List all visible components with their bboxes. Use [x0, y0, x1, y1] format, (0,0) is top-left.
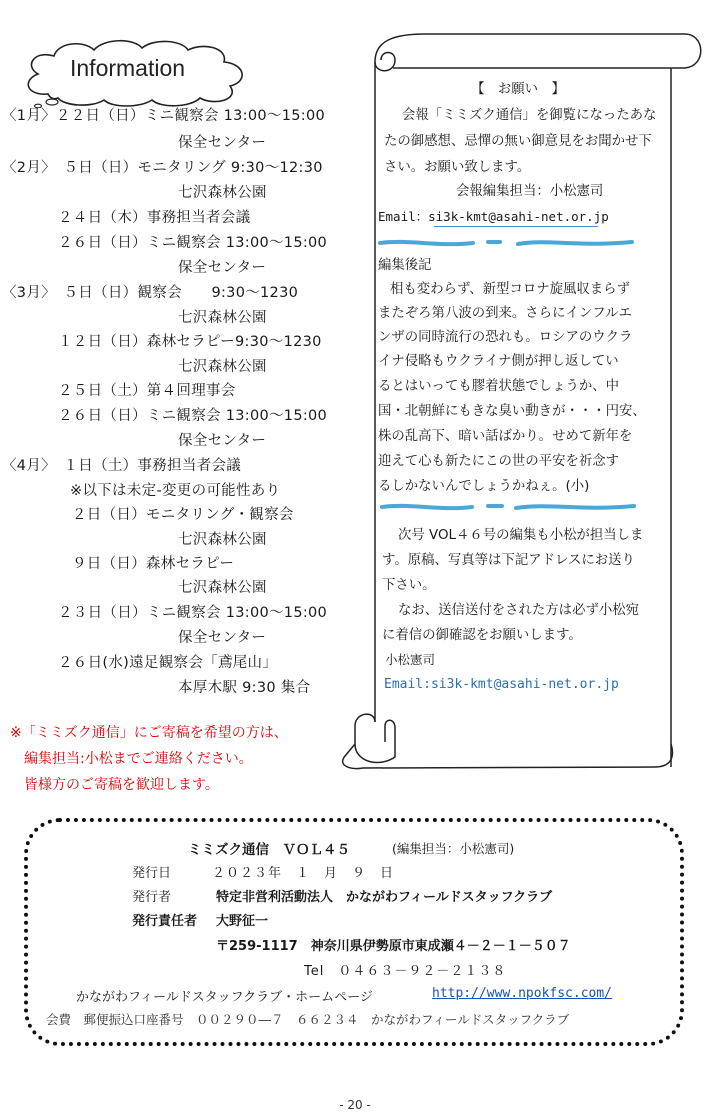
- postscript-line: 国・北朝鮮にもきな臭い動きが・・・円安、: [378, 404, 646, 419]
- schedule-line: ２６日（日）ミニ観察会 13:00～15:00: [58, 408, 328, 424]
- next-issue-line: に着信の御確認をお願いします。: [382, 628, 582, 643]
- schedule-line: 七沢森林公園: [178, 580, 267, 596]
- schedule-line: 〈1月〉２２日（日）ミニ観察会 13:00～15:00: [2, 108, 326, 124]
- schedule-line: ２日（日）モニタリング・観察会: [72, 507, 294, 523]
- schedule-line: 七沢森林公園: [178, 359, 267, 375]
- schedule-line: ２３日（日）ミニ観察会 13:00～15:00: [58, 605, 328, 621]
- membership-fee-account: 会費 郵便振込口座番号 ００２９０―７ ６６２３４ かながわフィールドスタッフクラブ: [46, 1012, 570, 1027]
- schedule-line: 七沢森林公園: [178, 185, 267, 201]
- issue-date-label: 発行日: [132, 866, 172, 881]
- next-issue-line: す。原稿、写真等は下記アドレスにお送り: [382, 553, 635, 568]
- postscript-line: るとはいっても膠着状態でしょうか、中: [378, 379, 620, 394]
- next-issue-line: なお、送信送付をされた方は必ず小松宛: [398, 603, 640, 618]
- homepage-label: かながわフィールドスタッフクラブ・ホームページ: [76, 990, 373, 1005]
- schedule-line: ２４日（木）事務担当者会議: [58, 210, 251, 226]
- information-title: Information: [70, 55, 186, 81]
- schedule-line: ２５日（土）第４回理事会: [58, 383, 236, 399]
- publisher-value: 特定非営利活動法人 かながわフィールドスタッフクラブ: [216, 890, 553, 905]
- contribution-note-line: 皆様方のご寄稿を歓迎します。: [24, 777, 219, 793]
- request-line: たの御感想、忌憚の無い御意見をお聞かせ下: [384, 134, 652, 149]
- responsible-value: 大野征一: [216, 914, 269, 929]
- next-issue-line: 次号 VOL４６号の編集も小松が担当しま: [398, 528, 644, 543]
- scribble-divider: [380, 500, 636, 514]
- request-heading: 【 お願い 】: [471, 82, 565, 97]
- schedule-line: 保全センター: [178, 433, 267, 449]
- next-issue-signature: 小松憲司: [385, 652, 436, 667]
- postscript-line: またぞろ第八波の到来。さらにインフルエ: [378, 306, 632, 321]
- schedule-line: 保全センター: [178, 260, 267, 276]
- postscript-heading: 編集後記: [378, 258, 432, 273]
- schedule-line: 〈4月〉 １日（土）事務担当者会議: [2, 458, 242, 474]
- contribution-note-line: 編集担当:小松までご連絡ください。: [24, 751, 253, 767]
- schedule-line: 本厚木駅 9:30 集合: [178, 680, 311, 696]
- schedule-line: 七沢森林公園: [178, 532, 267, 548]
- request-line: 会報「ミミズク通信」を御覧になったあな: [402, 108, 657, 123]
- postscript-line: 迎えて心も新たにこの世の平安を祈念す: [378, 454, 620, 469]
- contact-email[interactable]: Email:si3k-kmt@asahi-net.or.jp: [384, 677, 619, 692]
- schedule-line: 〈3月〉 ５日（日）観察会 9:30～1230: [2, 285, 299, 301]
- homepage-link[interactable]: http://www.npokfsc.com/: [432, 986, 613, 1001]
- scribble-divider: [378, 236, 634, 250]
- postscript-line: ンザの同時流行の恐れも。ロシアのウクラ: [378, 330, 633, 345]
- schedule-line: 保全センター: [178, 135, 267, 151]
- page-number: - 20 -: [339, 1098, 371, 1112]
- publication-editor: (編集担当：小松憲司): [392, 841, 515, 856]
- postscript-line: イナ侵略もウクライナ側が押し返してい: [378, 354, 619, 369]
- next-issue-line: 下さい。: [382, 578, 436, 593]
- issue-date-value: ２０２３年 １ 月 ９ 日: [212, 866, 395, 881]
- schedule-line: ２６日（日）ミニ観察会 13:00～15:00: [58, 235, 328, 251]
- publisher-label: 発行者: [132, 890, 172, 905]
- telephone: Tel ０４６３－９２－２１３８: [304, 964, 507, 979]
- request-line: さい。お願い致します。: [384, 160, 531, 175]
- schedule-line: 保全センター: [178, 630, 267, 646]
- email-underline: [434, 226, 598, 227]
- schedule-line: 〈2月〉 ５日（日）モニタリング 9:30～12:30: [2, 160, 323, 176]
- postscript-line: 株の乱高下、暗い話ばかり。せめて新年を: [378, 429, 633, 444]
- schedule-line: ※以下は未定-変更の可能性あり: [70, 483, 281, 499]
- schedule-line: １２日（日）森林セラピー9:30～1230: [58, 334, 322, 350]
- postal-address: 〒259-1117 神奈川県伊勢原市東成瀬４－２－１－５０７: [216, 939, 571, 954]
- postscript-line: るしかないんでしょうかねぇ。(小): [378, 479, 590, 494]
- publication-title: ミミズク通信 ＶＯＬ４５: [188, 842, 350, 858]
- responsible-label: 発行責任者: [132, 914, 198, 929]
- schedule-line: ９日（日）森林セラピー: [72, 556, 235, 572]
- request-signature: 会報編集担当：小松憲司: [456, 184, 604, 199]
- schedule-line: 七沢森林公園: [178, 310, 267, 326]
- request-email: Email：si3k-kmt@asahi-net.or.jp: [378, 209, 609, 224]
- schedule-line: ２６日(水)遠足観察会「鳶尾山」: [58, 655, 278, 671]
- postscript-line: 相も変わらず、新型コロナ旋風収まらず: [390, 282, 630, 297]
- contribution-note-line: ※「ミミズク通信」にご寄稿を希望の方は、: [10, 725, 288, 741]
